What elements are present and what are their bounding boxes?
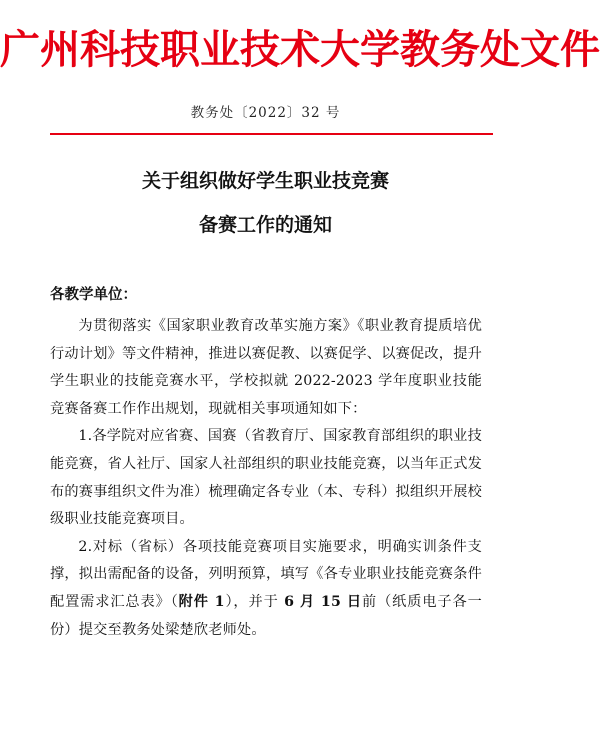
- notice-title-line-1: 关于组织做好学生职业技竞赛: [141, 170, 389, 192]
- paragraph-3-text-c: 前（纸质电子各一份）提交至教务处梁楚欣老师处。: [50, 593, 482, 638]
- paragraph-3: [50, 534, 482, 644]
- notice-title-line-2: 备赛工作的通知: [198, 214, 332, 236]
- paragraph-3-text-a: 2.对标（省标）各项技能竞赛项目实施要求，明确实训条件支撑，拟出需配备的设备，列明预算，填写《各专业职业技能竞赛条件配置需求汇总表》（: [50, 538, 482, 610]
- paragraph-3-text-b: ），并于: [224, 593, 285, 610]
- paragraph-1: 为贯彻落实《国家职业教育改革实施方案》《职业教育提质培优行动计划》等文件精神，推进以赛促教、以赛促学、以赛促改，提升学生职业的技能竞赛水平，学校拟就 2022-2023 学年度职业技能竞赛备赛工作作出规划，现就相关事项通知如下：: [50, 318, 482, 417]
- paragraph-2: 1.各学院对应省赛、国赛（省教育厅、国家教育部组织的职业技能竞赛，省人社厅、国家人社部组织的职业技能竞赛，以当年正式发布的赛事组织文件为准）梳理确定各专业（本、专科）拟组织开展校级职业技能竞赛项目。: [50, 428, 482, 528]
- document-header-title: 广州科技职业技术大学教务处文件: [0, 27, 600, 72]
- notice-body: [50, 313, 482, 644]
- header-divider: [50, 133, 493, 135]
- attachment-reference: 附件 1: [178, 593, 225, 610]
- salutation: 各教学单位：: [50, 286, 137, 303]
- deadline-date: 6 月 15 日: [284, 593, 362, 610]
- document-number: 教务处〔2022〕32 号: [190, 105, 341, 121]
